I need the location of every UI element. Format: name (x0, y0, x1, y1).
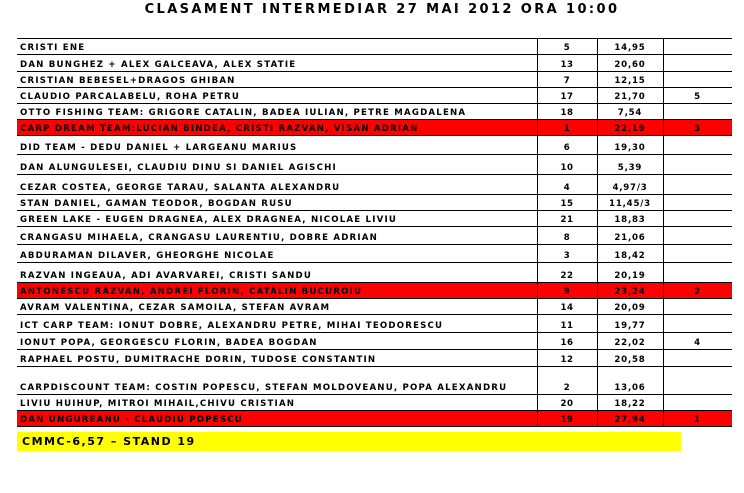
team-name-cell: CARPDISCOUNT TEAM: COSTIN POPESCU, STEFAN MOLDOVEANU, POPA ALEXANDRU (17, 367, 537, 395)
sector-cell: 17 (537, 88, 597, 104)
sector-cell: 15 (537, 195, 597, 211)
weight-cell: 7,54 (597, 104, 663, 120)
rank-cell: 1 (663, 411, 732, 427)
weight-cell: 14,95 (597, 39, 663, 55)
sector-cell: 2 (537, 367, 597, 395)
weight-cell: 19,30 (597, 136, 663, 155)
team-name-cell: STAN DANIEL, GAMAN TEODOR, BOGDAN RUSU (17, 195, 537, 211)
rank-cell (663, 350, 732, 367)
sector-cell: 19 (537, 411, 597, 427)
sector-cell: 3 (537, 245, 597, 263)
sector-cell: 5 (537, 39, 597, 55)
team-name-cell: IONUT POPA, GEORGESCU FLORIN, BADEA BOGDAN (17, 333, 537, 350)
team-name-cell: AVRAM VALENTINA, CEZAR SAMOILA, STEFAN AVRAM (17, 299, 537, 315)
rank-cell (663, 136, 732, 155)
page-title: CLASAMENT INTERMEDIAR 27 MAI 2012 ORA 10:00 (144, 2, 620, 17)
weight-cell: 5,39 (597, 155, 663, 175)
team-name-cell: RAPHAEL POSTU, DUMITRACHE DORIN, TUDOSE CONSTANTIN (17, 350, 537, 367)
weight-cell: 22,19 (597, 120, 663, 136)
team-name-cell: LIVIU HUIHUP, MITROI MIHAIL,CHIVU CRISTIAN (17, 395, 537, 411)
table-row (17, 315, 732, 333)
table-row (17, 211, 732, 227)
team-name-cell: CLAUDIO PARCALABELU, ROHA PETRU (17, 88, 537, 104)
table-row (17, 175, 732, 195)
table-row (17, 263, 732, 283)
team-name-cell: ICT CARP TEAM: IONUT DOBRE, ALEXANDRU PETRE, MIHAI TEODORESCU (17, 315, 537, 333)
rank-cell (663, 263, 732, 283)
team-name-cell: RAZVAN INGEAUA, ADI AVARVAREI, CRISTI SANDU (17, 263, 537, 283)
team-name-cell: DAN ALUNGULESEI, CLAUDIU DINU SI DANIEL AGISCHI (17, 155, 537, 175)
weight-cell: 20,60 (597, 55, 663, 72)
weight-cell: 21,70 (597, 88, 663, 104)
table-row (17, 350, 732, 367)
team-name-cell: CEZAR COSTEA, GEORGE TARAU, SALANTA ALEXANDRU (17, 175, 537, 195)
sector-cell: 11 (537, 315, 597, 333)
table-row (17, 245, 732, 263)
rank-cell: 5 (663, 88, 732, 104)
table-row (17, 104, 732, 120)
weight-cell: 18,83 (597, 211, 663, 227)
weight-cell: 20,09 (597, 299, 663, 315)
sector-cell: 12 (537, 350, 597, 367)
rank-cell: 3 (663, 120, 732, 136)
team-name-cell: CRANGASU MIHAELA, CRANGASU LAURENTIU, DOBRE ADRIAN (17, 227, 537, 245)
table-row (17, 367, 732, 395)
sector-cell: 20 (537, 395, 597, 411)
sector-cell: 10 (537, 155, 597, 175)
table-row (17, 72, 732, 88)
sector-cell: 22 (537, 263, 597, 283)
team-name-cell: ANTONESCU RAZVAN, ANDREI FLORIN, CATALIN BUCUROIU (17, 283, 537, 299)
weight-cell: 23,24 (597, 283, 663, 299)
sector-cell: 6 (537, 136, 597, 155)
team-name-cell: DID TEAM - DEDU DANIEL + LARGEANU MARIUS (17, 136, 537, 155)
table-row (17, 55, 732, 72)
table-row (17, 136, 732, 155)
weight-cell: 19,77 (597, 315, 663, 333)
sector-cell: 1 (537, 120, 597, 136)
table-row (17, 39, 732, 55)
table-row (17, 333, 732, 350)
team-name-cell: DAN BUNGHEZ + ALEX GALCEAVA, ALEX STATIE (17, 55, 537, 72)
weight-cell: 18,22 (597, 395, 663, 411)
rank-cell (663, 299, 732, 315)
sector-cell: 21 (537, 211, 597, 227)
rank-cell (663, 315, 732, 333)
team-name-cell: ABDURAMAN DILAVER, GHEORGHE NICOLAE (17, 245, 537, 263)
team-name-cell: CRISTI ENE (17, 39, 537, 55)
team-name-cell: OTTO FISHING TEAM: GRIGORE CATALIN, BADEA IULIAN, PETRE MAGDALENA (17, 104, 537, 120)
weight-cell: 27,94 (597, 411, 663, 427)
weight-cell: 18,42 (597, 245, 663, 263)
rank-cell (663, 211, 732, 227)
table-row (17, 195, 732, 211)
weight-cell: 13,06 (597, 367, 663, 395)
rank-cell (663, 245, 732, 263)
sector-cell: 9 (537, 283, 597, 299)
weight-cell: 21,06 (597, 227, 663, 245)
sector-cell: 4 (537, 175, 597, 195)
table-row (17, 395, 732, 411)
sector-cell: 13 (537, 55, 597, 72)
team-name-cell: CRISTIAN BEBESEL+DRAGOS GHIBAN (17, 72, 537, 88)
team-name-cell: CARP DREAM TEAM:LUCIAN BINDEA, CRISTI RAZVAN, VISAN ADRIAN (17, 120, 537, 136)
rank-cell (663, 72, 732, 88)
sector-cell: 8 (537, 227, 597, 245)
rank-cell (663, 195, 732, 211)
rank-cell (663, 55, 732, 72)
rank-cell (663, 395, 732, 411)
table-row (17, 299, 732, 315)
team-name-cell: DAN UNGUREANU - CLAUDIU POPESCU (17, 411, 537, 427)
sector-cell: 7 (537, 72, 597, 88)
table-row (17, 120, 732, 136)
table-row (17, 227, 732, 245)
table-row (17, 88, 732, 104)
weight-cell: 20,58 (597, 350, 663, 367)
rank-cell (663, 155, 732, 175)
rank-cell (663, 227, 732, 245)
footer-note: CMMC-6,57 – STAND 19 (17, 432, 681, 451)
weight-cell: 4,97/3 (597, 175, 663, 195)
rank-cell (663, 175, 732, 195)
rank-cell: 2 (663, 283, 732, 299)
weight-cell: 22,02 (597, 333, 663, 350)
table-row (17, 283, 732, 299)
rank-cell: 4 (663, 333, 732, 350)
weight-cell: 11,45/3 (597, 195, 663, 211)
sector-cell: 14 (537, 299, 597, 315)
standings-table (17, 38, 732, 427)
sector-cell: 16 (537, 333, 597, 350)
sector-cell: 18 (537, 104, 597, 120)
weight-cell: 20,19 (597, 263, 663, 283)
table-row (17, 411, 732, 427)
rank-cell (663, 39, 732, 55)
rank-cell (663, 367, 732, 395)
table-row (17, 155, 732, 175)
weight-cell: 12,15 (597, 72, 663, 88)
rank-cell (663, 104, 732, 120)
team-name-cell: GREEN LAKE - EUGEN DRAGNEA, ALEX DRAGNEA, NICOLAE LIVIU (17, 211, 537, 227)
